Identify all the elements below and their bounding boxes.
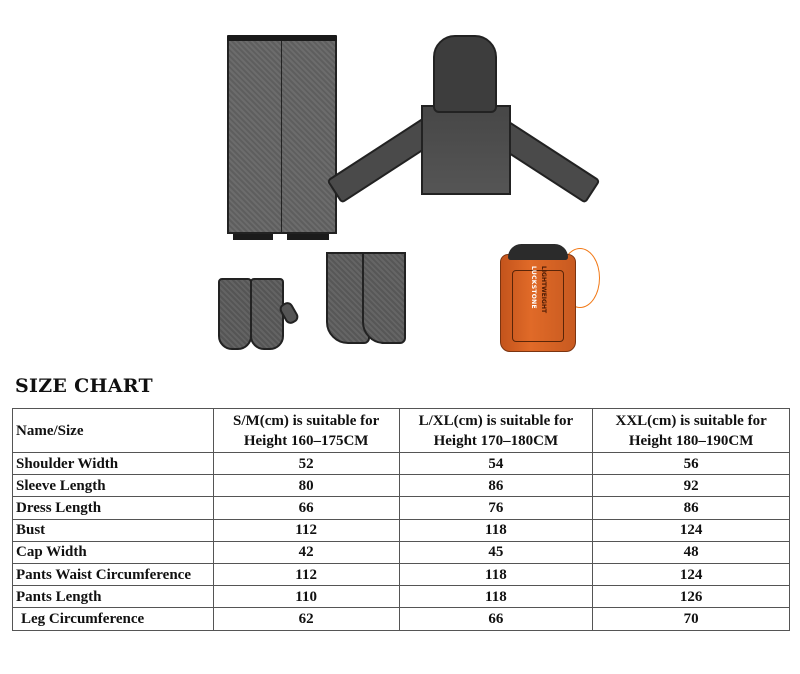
table-row: [13, 453, 790, 475]
cell-sm: 52: [213, 453, 399, 475]
header-sm-line2: Height 160–175CM: [243, 432, 369, 449]
pants-waistband: [227, 35, 337, 41]
cell-lxl: 118: [399, 519, 593, 541]
cell-sm: 112: [213, 519, 399, 541]
table-row: [13, 563, 790, 585]
jacket-body: [421, 105, 511, 195]
right-glove: [250, 278, 284, 350]
row-label: Pants Waist Circumference: [13, 563, 214, 585]
left-glove: [218, 278, 252, 350]
row-label: Dress Length: [13, 497, 214, 519]
table-row: [13, 608, 790, 630]
right-bootie: [362, 252, 406, 344]
header-sm: [213, 409, 399, 453]
cell-sm: 110: [213, 586, 399, 608]
table-header-row: [13, 409, 790, 453]
row-label: Shoulder Width: [13, 453, 214, 475]
row-label: Sleeve Length: [13, 475, 214, 497]
jacket-hood: [433, 35, 497, 113]
table-row: [13, 519, 790, 541]
pants-right-leg: [281, 39, 337, 234]
size-chart-table: [12, 408, 790, 631]
bag-label: [512, 270, 564, 342]
header-xxl: [593, 409, 790, 453]
cell-xxl: 48: [593, 541, 790, 563]
header-xxl-line1: XXL(cm) is suitable for: [615, 412, 767, 429]
cell-xxl: 56: [593, 453, 790, 475]
table-row: [13, 586, 790, 608]
header-lxl: [399, 409, 593, 453]
cell-xxl: 124: [593, 563, 790, 585]
cell-sm: 80: [213, 475, 399, 497]
pants-left-cuff: [233, 234, 273, 240]
cell-xxl: 70: [593, 608, 790, 630]
stuff-sack-image: [500, 244, 580, 354]
cell-xxl: 126: [593, 586, 790, 608]
cell-xxl: 92: [593, 475, 790, 497]
header-sm-line1: S/M(cm) is suitable for: [233, 412, 380, 429]
table-row: [13, 541, 790, 563]
cell-lxl: 45: [399, 541, 593, 563]
cell-xxl: 86: [593, 497, 790, 519]
row-label: Cap Width: [13, 541, 214, 563]
cell-lxl: 118: [399, 563, 593, 585]
cell-sm: 66: [213, 497, 399, 519]
cell-sm: 42: [213, 541, 399, 563]
mesh-jacket-image: [335, 35, 585, 205]
row-label: Bust: [13, 519, 214, 541]
cell-lxl: 86: [399, 475, 593, 497]
row-label: Leg Circumference: [13, 608, 214, 630]
cell-xxl: 124: [593, 519, 790, 541]
bag-product-text: LIGHTWEIGHT: [540, 266, 547, 314]
cell-lxl: 118: [399, 586, 593, 608]
cell-sm: 62: [213, 608, 399, 630]
header-lxl-line2: Height 170–180CM: [433, 432, 559, 449]
table-row: [13, 475, 790, 497]
cell-lxl: 76: [399, 497, 593, 519]
cell-lxl: 66: [399, 608, 593, 630]
header-name-size: Name/Size: [13, 409, 214, 453]
cell-sm: 112: [213, 563, 399, 585]
mesh-pants-image: [225, 35, 340, 240]
cell-lxl: 54: [399, 453, 593, 475]
row-label: Pants Length: [13, 586, 214, 608]
header-lxl-line1: L/XL(cm) is suitable for: [418, 412, 574, 429]
mesh-booties-image: [322, 252, 422, 352]
header-xxl-line2: Height 180–190CM: [628, 432, 754, 449]
mesh-gloves-image: [216, 278, 296, 353]
size-chart-title: SIZE CHART: [15, 375, 153, 397]
bag-brand-text: LUCKSTONE: [530, 266, 537, 309]
table-row: [13, 497, 790, 519]
pants-left-leg: [227, 39, 283, 234]
bag-top: [508, 244, 568, 260]
pants-right-cuff: [287, 234, 329, 240]
glove-thumb: [277, 300, 300, 326]
